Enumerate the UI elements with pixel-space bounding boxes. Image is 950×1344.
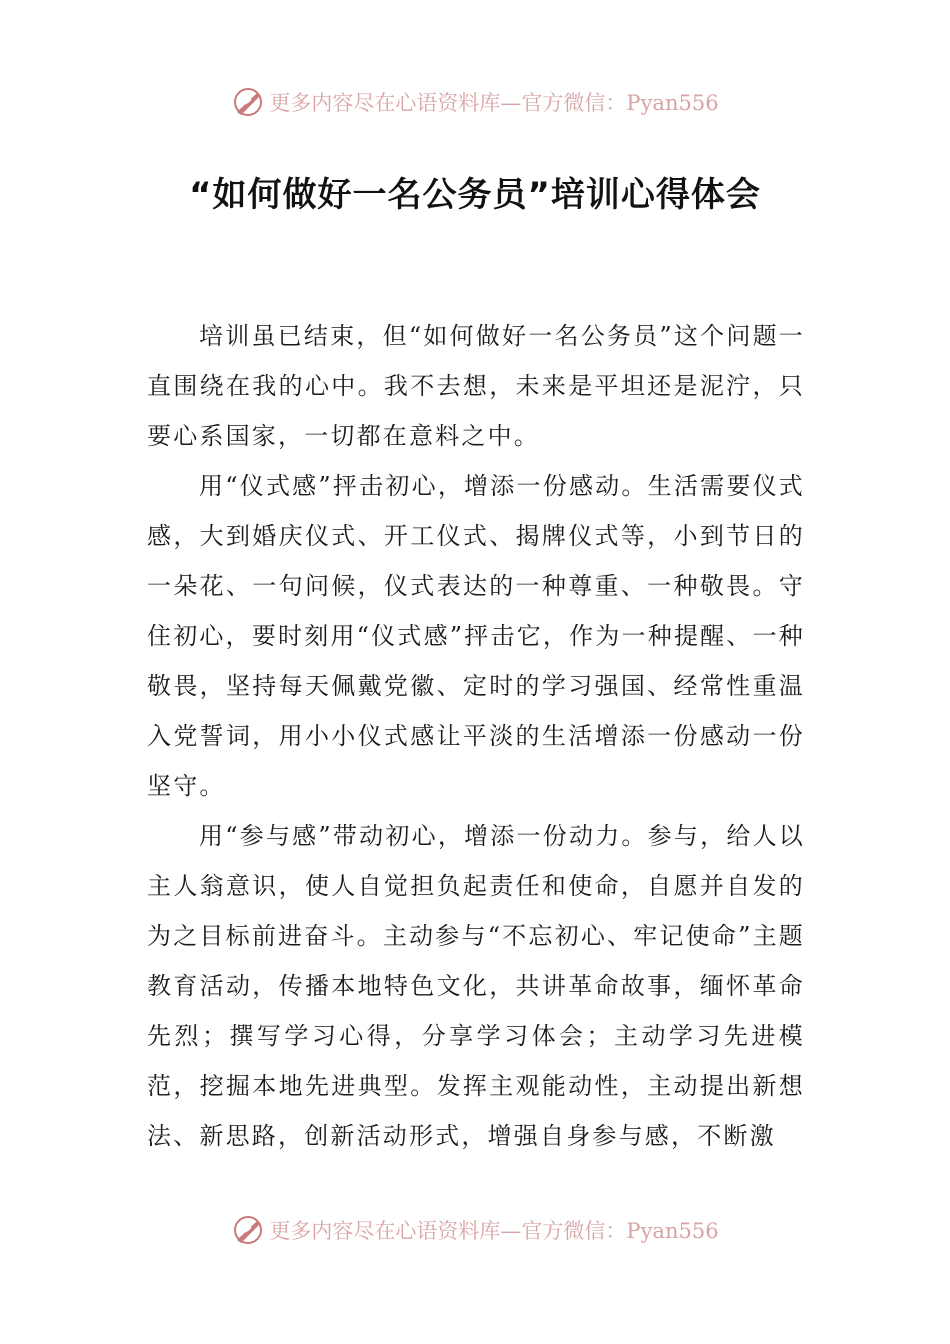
document-body (147, 311, 805, 1161)
paragraph-1: 培训虽已结束，但“如何做好一名公务员”这个问题一直围绕在我的心中。我不去想，未来是平坦还是泥泞，只要心系国家，一切都在意料之中。 (147, 322, 805, 450)
header-watermark-inner (231, 82, 718, 122)
header-watermark-text: 更多内容尽在心语资料库—官方微信：Pyan556 (269, 91, 719, 115)
footer-watermark (0, 1210, 950, 1250)
pen-logo-icon (231, 1213, 265, 1247)
pen-logo-icon (231, 85, 265, 119)
paragraph-2: 用“仪式感”抨击初心，增添一份感动。生活需要仪式感，大到婚庆仪式、开工仪式、揭牌仪式等，小到节日的一朵花、一句问候，仪式表达的一种尊重、一种敬畏。守住初心，要时刻用“仪式感”抨击它，作为一种提醒、一种敬畏，坚持每天佩戴党徽、定时的学习强国、经常性重温入党誓词，用小小仪式感让平淡的生活增添一份感动一份坚守。 (147, 472, 805, 800)
paragraph-3: 用“参与感”带动初心，增添一份动力。参与，给人以主人翁意识，使人自觉担负起责任和使命，自愿并自发的为之目标前进奋斗。主动参与“不忘初心、牢记使命”主题教育活动，传播本地特色文化，共讲革命故事，缅怀革命先烈；撰写学习心得，分享学习体会；主动学习先进模范，挖掘本地先进典型。发挥主观能动性，主动提出新想法、新思路，创新活动形式，增强自身参与感，不断激 (147, 822, 805, 1150)
footer-watermark-inner (231, 1210, 718, 1250)
document-title: “如何做好一名公务员”培训心得体会 (189, 175, 761, 215)
footer-watermark-text: 更多内容尽在心语资料库—官方微信：Pyan556 (269, 1219, 719, 1243)
header-watermark (0, 82, 950, 122)
